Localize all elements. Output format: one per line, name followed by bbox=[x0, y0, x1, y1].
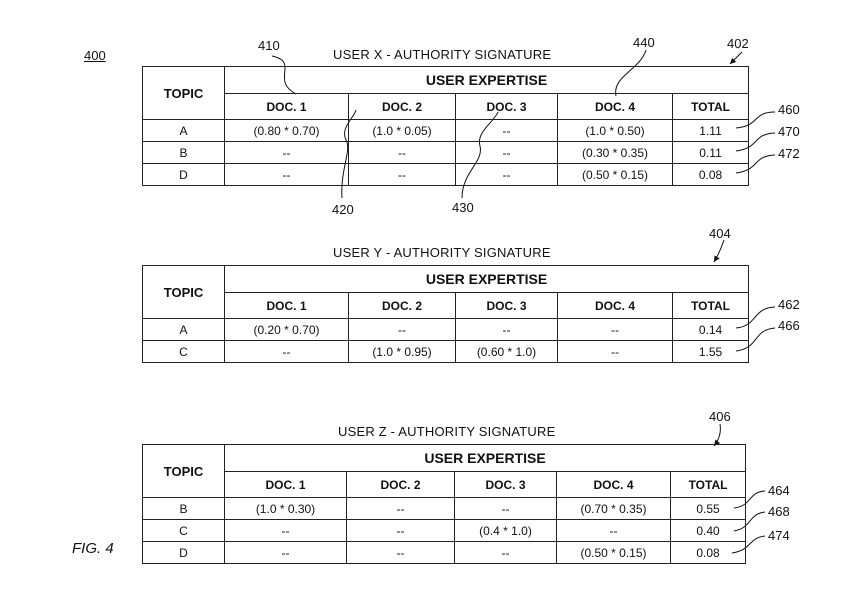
authority-signature-table-user-y bbox=[142, 265, 749, 363]
table-z-ref: 406 bbox=[709, 409, 731, 424]
row-ref-474: 474 bbox=[768, 528, 790, 543]
total-cell: 0.40 bbox=[671, 520, 746, 542]
topic-cell: A bbox=[143, 120, 225, 142]
doc-cell: -- bbox=[225, 542, 347, 564]
total-cell: 1.11 bbox=[673, 120, 749, 142]
topic-cell: B bbox=[143, 498, 225, 520]
total-cell: 0.08 bbox=[671, 542, 746, 564]
row-ref-470: 470 bbox=[778, 124, 800, 139]
header-doc-3: DOC. 3 bbox=[456, 293, 558, 319]
leader-402 bbox=[730, 52, 742, 64]
doc-cell: -- bbox=[225, 341, 349, 363]
total-cell: 0.11 bbox=[673, 142, 749, 164]
header-topic: TOPIC bbox=[143, 266, 225, 319]
doc-cell: -- bbox=[349, 319, 456, 341]
row-ref-462: 462 bbox=[778, 297, 800, 312]
header-user-expertise: USER EXPERTISE bbox=[225, 266, 749, 293]
doc-cell: -- bbox=[557, 520, 671, 542]
callout-420: 420 bbox=[332, 202, 354, 217]
doc-cell: -- bbox=[455, 498, 557, 520]
doc-cell: -- bbox=[225, 142, 349, 164]
authority-signature-table-user-x bbox=[142, 66, 749, 186]
row-ref-460: 460 bbox=[778, 102, 800, 117]
callout-440: 440 bbox=[633, 35, 655, 50]
total-cell: 0.08 bbox=[673, 164, 749, 186]
doc-cell: -- bbox=[349, 142, 456, 164]
doc-cell: (1.0 * 0.30) bbox=[225, 498, 347, 520]
callout-430: 430 bbox=[452, 200, 474, 215]
doc-cell: -- bbox=[456, 142, 558, 164]
topic-cell: C bbox=[143, 520, 225, 542]
doc-cell: -- bbox=[225, 520, 347, 542]
doc-cell: -- bbox=[456, 120, 558, 142]
topic-cell: A bbox=[143, 319, 225, 341]
header-doc-3: DOC. 3 bbox=[456, 94, 558, 120]
header-total: TOTAL bbox=[673, 293, 749, 319]
doc-cell: -- bbox=[456, 319, 558, 341]
authority-signature-table-user-z bbox=[142, 444, 746, 564]
header-total: TOTAL bbox=[673, 94, 749, 120]
header-doc-4: DOC. 4 bbox=[557, 472, 671, 498]
header-doc-2: DOC. 2 bbox=[347, 472, 455, 498]
table-row bbox=[143, 498, 746, 520]
doc-cell: (0.70 * 0.35) bbox=[557, 498, 671, 520]
header-doc-1: DOC. 1 bbox=[225, 293, 349, 319]
doc-cell: (0.60 * 1.0) bbox=[456, 341, 558, 363]
table-row bbox=[143, 341, 749, 363]
row-ref-468: 468 bbox=[768, 504, 790, 519]
header-doc-3: DOC. 3 bbox=[455, 472, 557, 498]
header-user-expertise: USER EXPERTISE bbox=[225, 445, 746, 472]
row-ref-464: 464 bbox=[768, 483, 790, 498]
doc-cell: -- bbox=[347, 542, 455, 564]
total-cell: 1.55 bbox=[673, 341, 749, 363]
header-doc-1: DOC. 1 bbox=[225, 472, 347, 498]
header-topic: TOPIC bbox=[143, 445, 225, 498]
total-cell: 0.14 bbox=[673, 319, 749, 341]
doc-cell: -- bbox=[456, 164, 558, 186]
table-row bbox=[143, 164, 749, 186]
doc-cell: -- bbox=[347, 520, 455, 542]
topic-cell: D bbox=[143, 164, 225, 186]
doc-cell: (0.30 * 0.35) bbox=[558, 142, 673, 164]
doc-cell: (0.20 * 0.70) bbox=[225, 319, 349, 341]
table-row bbox=[143, 319, 749, 341]
doc-cell: -- bbox=[558, 319, 673, 341]
callout-410: 410 bbox=[258, 38, 280, 53]
leader-404 bbox=[714, 240, 724, 262]
doc-cell: (0.50 * 0.15) bbox=[557, 542, 671, 564]
figure-label: FIG. 4 bbox=[72, 540, 114, 557]
topic-cell: C bbox=[143, 341, 225, 363]
table-row bbox=[143, 542, 746, 564]
table-x-title: USER X - AUTHORITY SIGNATURE bbox=[333, 47, 552, 62]
header-topic: TOPIC bbox=[143, 67, 225, 120]
doc-cell: (1.0 * 0.95) bbox=[349, 341, 456, 363]
table-row bbox=[143, 520, 746, 542]
table-row bbox=[143, 142, 749, 164]
header-doc-2: DOC. 2 bbox=[349, 293, 456, 319]
header-user-expertise: USER EXPERTISE bbox=[225, 67, 749, 94]
doc-cell: (1.0 * 0.05) bbox=[349, 120, 456, 142]
leader-406 bbox=[714, 424, 720, 446]
doc-cell: (0.50 * 0.15) bbox=[558, 164, 673, 186]
table-row bbox=[143, 120, 749, 142]
row-ref-472: 472 bbox=[778, 146, 800, 161]
doc-cell: (0.4 * 1.0) bbox=[455, 520, 557, 542]
table-x-ref: 402 bbox=[727, 36, 749, 51]
total-cell: 0.55 bbox=[671, 498, 746, 520]
header-total: TOTAL bbox=[671, 472, 746, 498]
row-ref-466: 466 bbox=[778, 318, 800, 333]
topic-cell: D bbox=[143, 542, 225, 564]
doc-cell: -- bbox=[347, 498, 455, 520]
doc-cell: -- bbox=[558, 341, 673, 363]
table-y-title: USER Y - AUTHORITY SIGNATURE bbox=[333, 245, 551, 260]
table-z-title: USER Z - AUTHORITY SIGNATURE bbox=[338, 424, 556, 439]
header-doc-4: DOC. 4 bbox=[558, 293, 673, 319]
doc-cell: -- bbox=[455, 542, 557, 564]
topic-cell: B bbox=[143, 142, 225, 164]
doc-cell: -- bbox=[225, 164, 349, 186]
header-doc-1: DOC. 1 bbox=[225, 94, 349, 120]
doc-cell: -- bbox=[349, 164, 456, 186]
doc-cell: (1.0 * 0.50) bbox=[558, 120, 673, 142]
table-y-ref: 404 bbox=[709, 226, 731, 241]
header-doc-2: DOC. 2 bbox=[349, 94, 456, 120]
doc-cell: (0.80 * 0.70) bbox=[225, 120, 349, 142]
figure-reference-number: 400 bbox=[84, 48, 106, 63]
header-doc-4: DOC. 4 bbox=[558, 94, 673, 120]
